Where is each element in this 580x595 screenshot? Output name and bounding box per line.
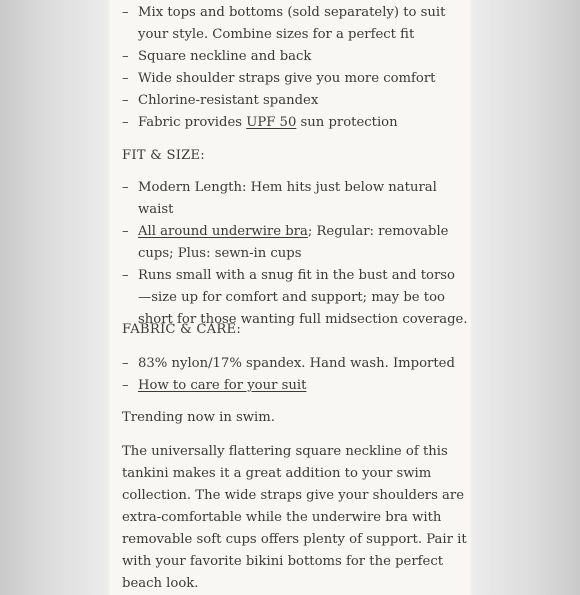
list-item: – Modern Length: Hem hits just below natural waist bbox=[122, 177, 468, 221]
list-item: – Square neckline and back bbox=[122, 46, 468, 68]
underwire-bra-link[interactable]: All around underwire bra bbox=[138, 224, 308, 239]
list-item: – 83% nylon/17% spandex. Hand wash. Imported bbox=[122, 353, 455, 375]
fabric-list bbox=[122, 353, 455, 397]
list-item: – All around underwire bra; Regular: removable cups; Plus: sewn-in cups bbox=[122, 221, 468, 265]
trending-text: Trending now in swim. bbox=[122, 410, 275, 425]
fit-list bbox=[122, 177, 468, 331]
list-item bbox=[122, 375, 455, 397]
features-list bbox=[122, 2, 468, 134]
fabric-care-heading: FABRIC & CARE: bbox=[122, 322, 241, 337]
product-details-panel bbox=[110, 0, 470, 591]
list-item: – Mix tops and bottoms (sold separately) to suit your style. Combine sizes for a perfect fit bbox=[122, 2, 468, 46]
list-item: – Wide shoulder straps give you more comfort bbox=[122, 68, 468, 90]
fit-size-heading: FIT & SIZE: bbox=[122, 148, 205, 163]
list-item: – Fabric provides UPF 50 sun protection bbox=[122, 112, 468, 134]
product-description: The universally flattering square neckline of this tankini makes it a great addition to your swim collection. The wide straps give your shoulders are extra-comfortable while the underwire bra with removable soft cups offers plenty of support. Pair it with your favorite bikini bottoms for the perfect beach look. bbox=[122, 444, 467, 591]
list-item: – Runs small with a snug fit in the bust and torso—size up for comfort and support; may be too short for those wanting full midsection coverage. bbox=[122, 265, 468, 331]
care-instructions-link[interactable]: How to care for your suit bbox=[138, 378, 307, 393]
list-item: – Chlorine-resistant spandex bbox=[122, 90, 468, 112]
upf-50-link[interactable]: UPF 50 bbox=[246, 115, 297, 130]
